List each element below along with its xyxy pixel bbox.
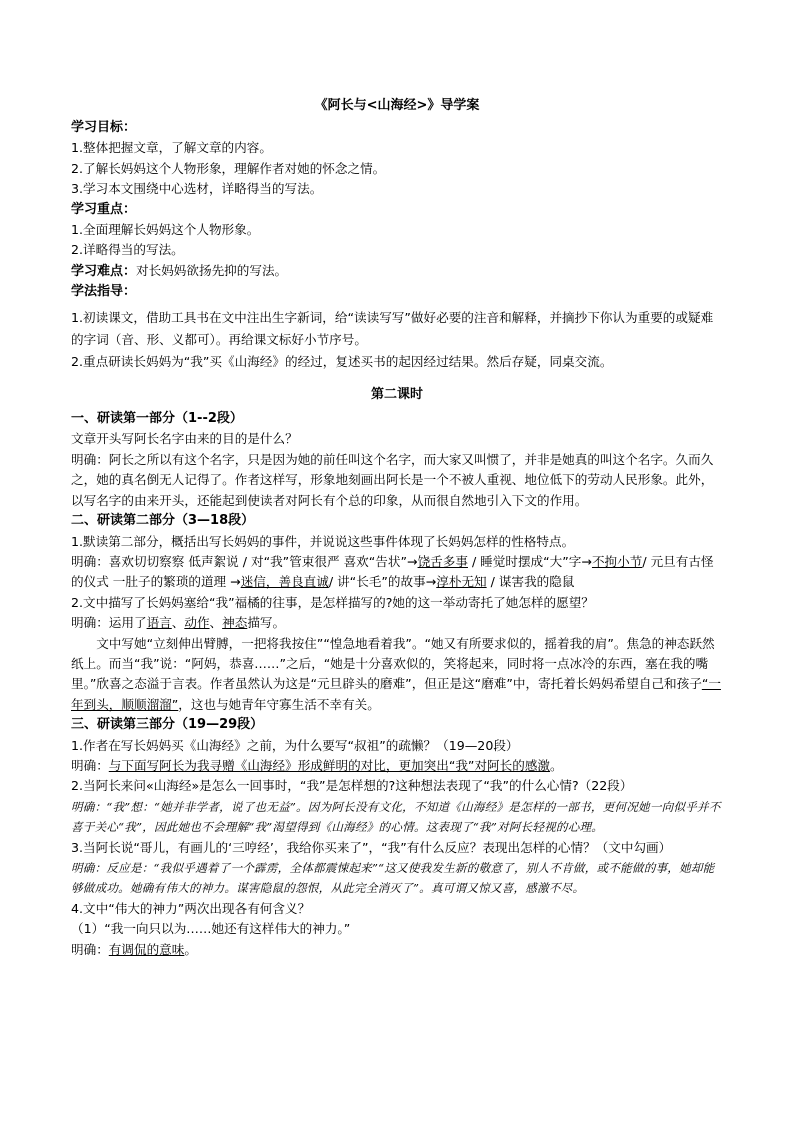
lesson-heading: 第二课时 — [370, 386, 423, 402]
part3-question-3: 3.当阿长说“哥儿，有画儿的‘三哼经’，我给你买来了”，“我”有什么反应？表现出怎样的心情？（文中勾画） — [71, 839, 672, 855]
answer-text: 明确：运用了 — [71, 615, 147, 631]
difficulty-text: 对长妈妈欲扬先抑的写法。 — [136, 262, 288, 278]
part3-question-2: 2.当阿长来问«山海经»是怎么一回事时，“我”是怎样想的?这种想法表现了“我”的什么心情?（22段） — [71, 778, 633, 794]
part3-heading: 三、研读第三部分（19—29段） — [71, 717, 264, 733]
part3-question-4-sub: （1）“我一向只以为……她还有这样伟大的神力。” — [71, 921, 351, 937]
keypoint-item: 2.详略得当的写法。 — [71, 242, 184, 258]
answer-underlined: 与下面写阿长为我寻赠《山海经》形成鲜明的对比，更加突出“我”对阿长的感激 — [108, 757, 551, 773]
answer-text: 明确：喜欢切切察察 低声絮说 / 对“我”管束很严 喜欢“告状”→ — [71, 553, 418, 569]
difficulty-line — [71, 261, 723, 282]
answer-text: 文中写她“立刻伸出臂膊，一把将我按住”“惶急地看着我”。“她又有所要求似的，摇着我的肩”。焦急的神态跃然纸上。而当“我”说：“阿妈，恭喜……”之后，“她是十分喜欢似的，笑将起来，同时将一点冰冷的东西，塞在我的嘴里。”欣喜之态溢于言表。作者虽然认为这是“元旦辟头的磨难”，但正是这“磨难”中，寄托着长妈妈希望自己和孩子 — [71, 635, 715, 692]
part2-answer-2: 明确：运用了语言、动作、神态描写。 — [71, 615, 286, 631]
part3-answer-4 — [71, 940, 723, 960]
goal-item: 3.学习本文围绕中心选材，详略得当的写法。 — [71, 181, 323, 197]
answer-underlined: 淳朴无知 — [436, 574, 487, 590]
answer-underlined: 动作 — [184, 615, 210, 631]
answer-text: ，这也与她青年守寡生活不幸有关。 — [178, 696, 380, 712]
answer-underlined: “一年到头，顺顺溜溜” — [71, 676, 721, 712]
answer-underlined: 不拘小节 — [591, 553, 643, 569]
answer-text: 明确： — [71, 757, 109, 773]
keypoint-item: 1.全面理解长妈妈这个人物形象。 — [71, 222, 260, 238]
document-title: 《阿长与<山海经>》导学案 — [314, 98, 480, 113]
part1-question: 文章开头写阿长名字由来的目的是什么？ — [71, 431, 298, 447]
part2-answer-2-body — [71, 634, 723, 716]
goals-heading: 学习目标： — [71, 120, 137, 135]
part2-question-1: 1.默读第二部分，概括出写长妈妈的事件，并说说这些事件体现了长妈妈怎样的性格特点。 — [71, 533, 575, 549]
part2-heading: 二、研读第二部分（3—18段） — [71, 513, 255, 529]
answer-underlined: 语言 — [146, 615, 172, 631]
answer-text: / 睡觉时摆成“大”字→ — [467, 553, 592, 569]
answer-text: / 谋害我的隐鼠 — [486, 574, 575, 590]
part3-answer-2: 明确：“我”想：“她并非学者，说了也无益”。因为阿长没有文化，不知道《山海经》是怎样的一部书，更何况她一向似乎并不喜于关心“我”，因此她也不会理解“我”渴望得到《山海经》的心情。这表现了“我”对阿长轻视的心理。 — [71, 799, 721, 835]
part3-answer-3: 明确：反应是：“我似乎遇着了一个霹雳，全体都震悚起来”“这又使我发生新的敬意了，别人不肯做，或不能做的事，她却能够做成功。她确有伟大的神力。谋害隐鼠的怨恨，从此完全消灭了”。真可谓又惊又喜，感激不尽。 — [71, 861, 715, 896]
part1-answer: 明确：阿长之所以有这个名字，只是因为她的前任叫这个名字，而大家又叫惯了，并非是她真的叫这个名字。久而久之，她的真名倒无人记得了。作者这样写，形象地刻画出阿长是一个不被人重视、地位低下的劳动人民形象。此外，以写名字的由来开头，还能起到使读者对阿长有个总的印象，从而很自然地引入下文的作用。 — [71, 451, 714, 508]
keypoints-heading: 学习重点： — [71, 201, 137, 217]
goal-item: 2.了解长妈妈这个人物形象，理解作者对她的怀念之情。 — [71, 160, 386, 176]
part3-question-1: 1.作者在写长妈妈买《山海经》之前，为什么要写“叔祖”的疏懒？（19—20段） — [71, 737, 519, 753]
answer-underlined: 有调侃的意味 — [108, 941, 185, 957]
answer-underlined: 神态 — [222, 615, 248, 631]
answer-underlined: 饶舌多事 — [417, 553, 468, 569]
part2-answer-1 — [71, 552, 723, 593]
answer-text: 。 — [184, 941, 197, 957]
answer-text: 明确： — [71, 941, 109, 957]
difficulty-heading: 学习难点： — [71, 263, 137, 279]
answer-text: / 讲“长毛”的故事→ — [328, 574, 437, 590]
method-item: 2.重点研读长妈妈为“我”买《山海经》的经过，复述买书的起因经过结果。然后存疑，同桌交流。 — [71, 353, 613, 369]
part1-heading: 一、研读第一部分（1--2段） — [71, 411, 243, 427]
method-heading: 学法指导： — [71, 284, 137, 300]
answer-text: 描写。 — [247, 615, 286, 631]
part3-question-4: 4.文中“伟大的神力”两次出现各有何含义？ — [71, 900, 311, 916]
answer-text: / 元旦有古怪的仪式 一肚子的繁琐的道理 → — [71, 553, 714, 590]
part2-question-2: 2.文中描写了长妈妈塞给“我”福橘的往事，是怎样描写的?她的这一举动寄托了她怎样的愿望？ — [71, 594, 594, 610]
goal-item: 1.整体把握文章，了解文章的内容。 — [71, 140, 272, 156]
answer-text: 。 — [550, 757, 563, 773]
answer-underlined: 迷信，善良直诚 — [240, 574, 329, 590]
part3-answer-1 — [71, 756, 723, 776]
method-item: 1.初读课文，借助工具书在文中注出生字新词，给“读读写写”做好必要的注音和解释，并摘抄下你认为重要的或疑难的字词（音、形、义都可）。再给课文标好小节序号。 — [71, 309, 714, 347]
document-page — [71, 96, 723, 960]
